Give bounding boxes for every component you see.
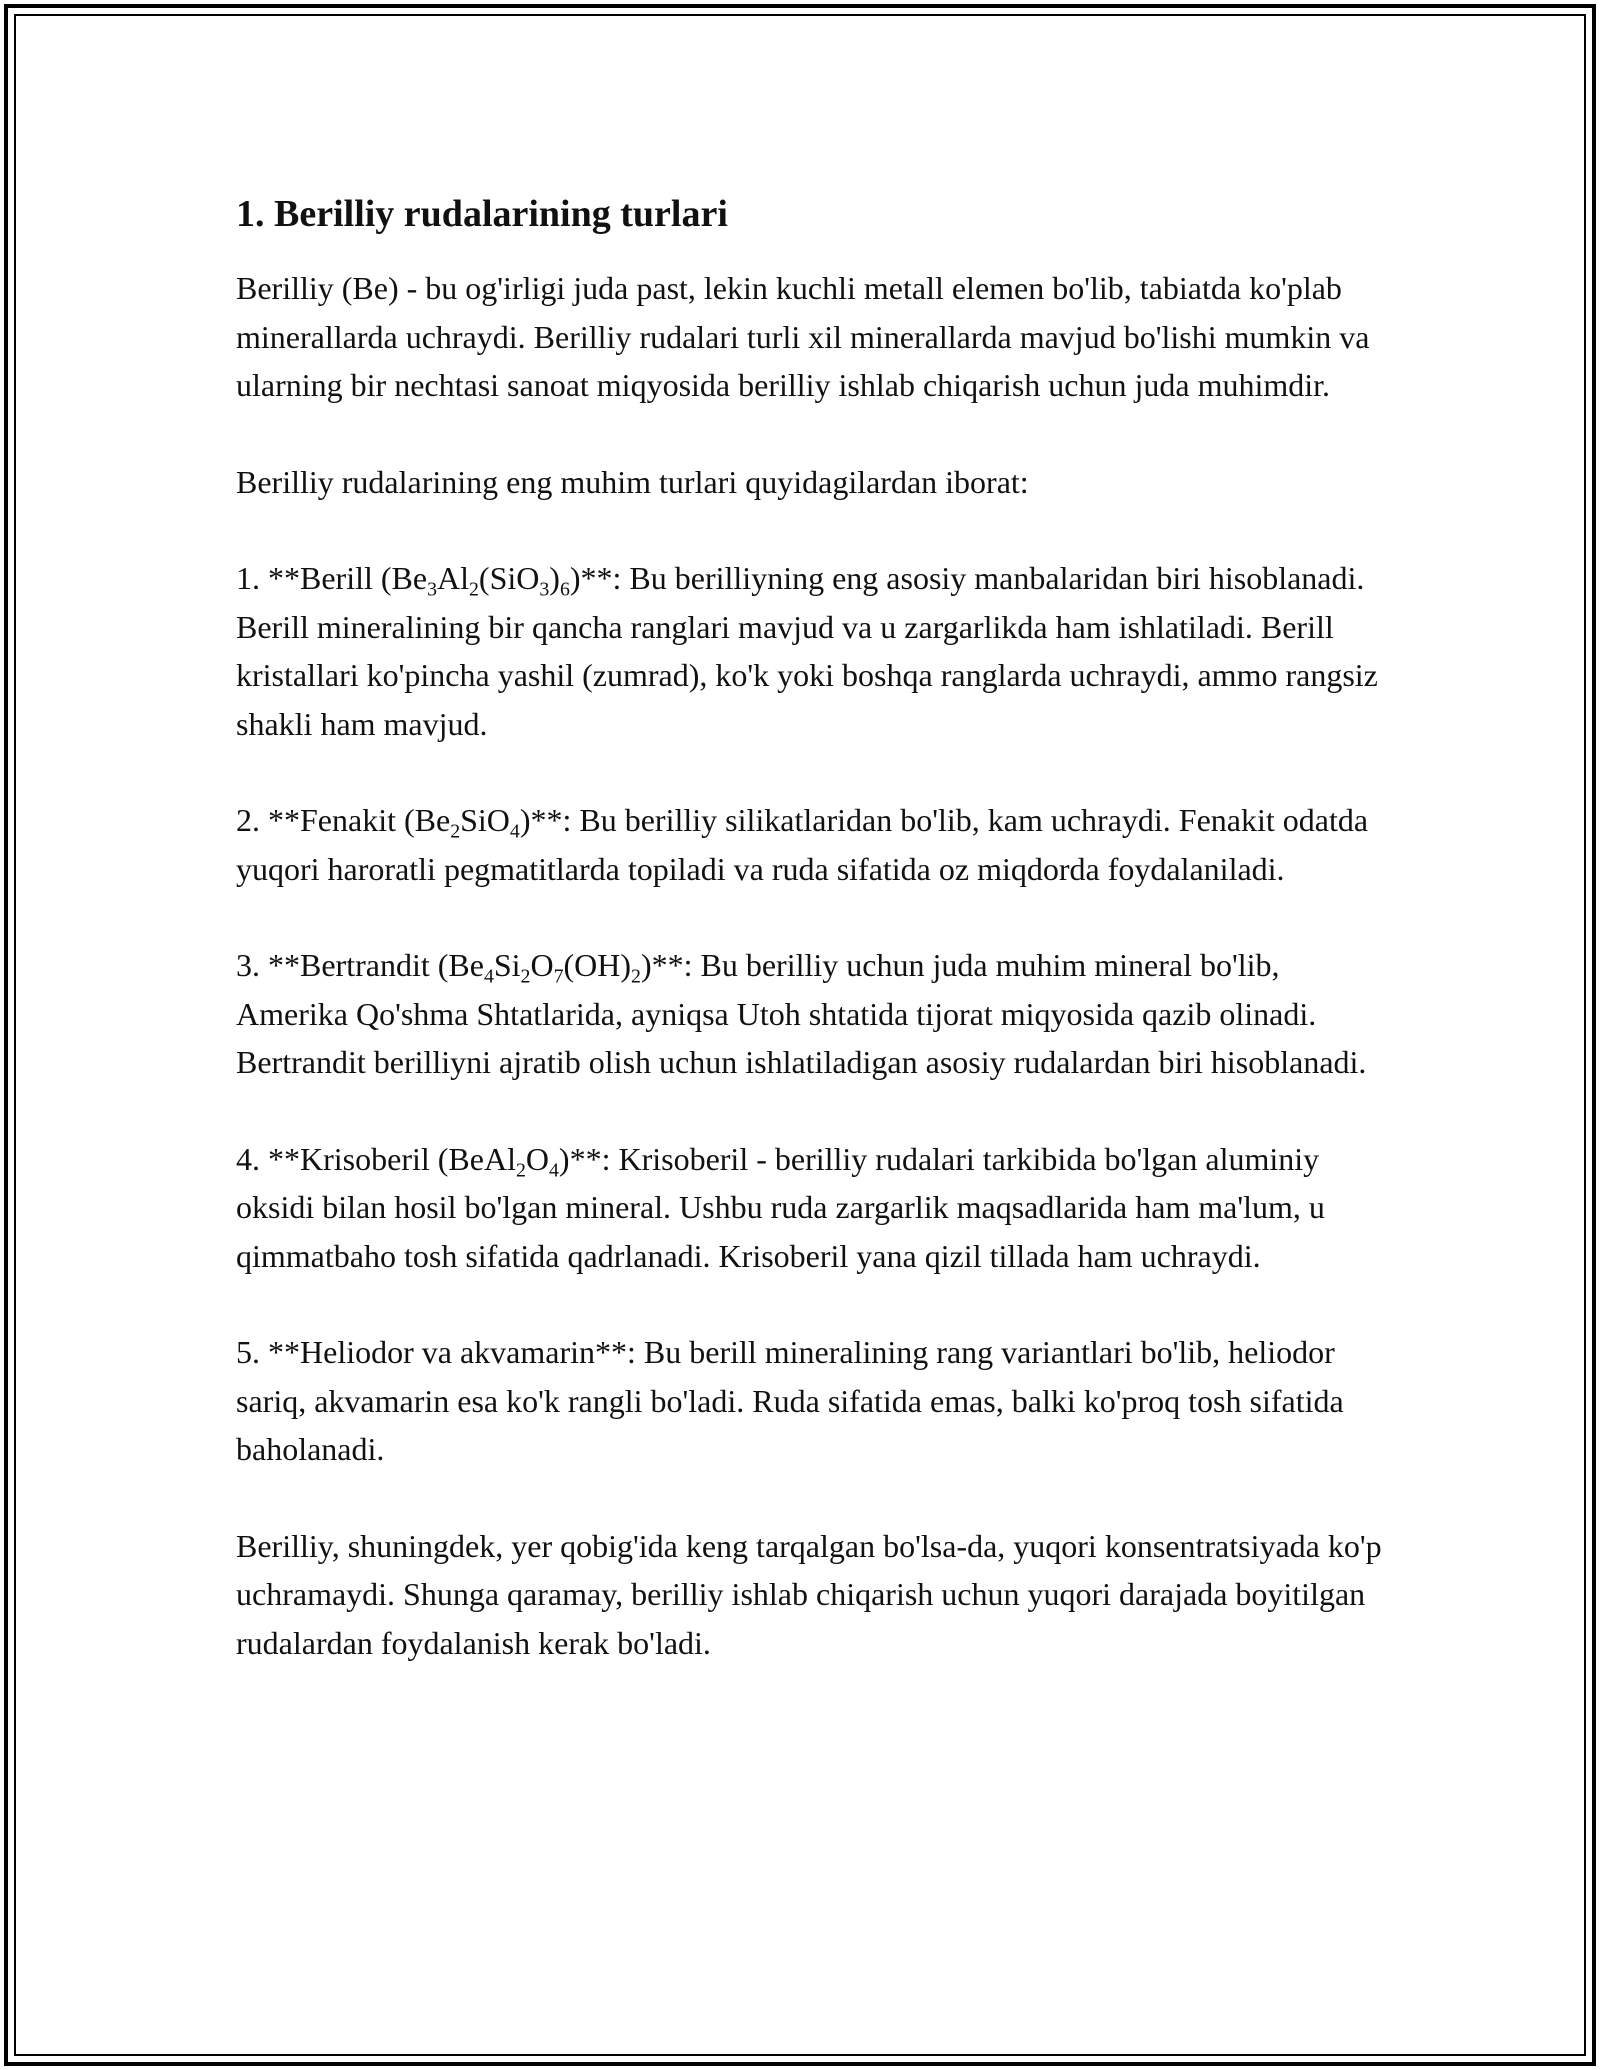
item-text: **: Bu berill mineralining rang variantlari bo'lib, heliodor sariq, akvamarin esa ko'k rangli bo'ladi. Ruda sifatida emas, balki ko'proq tosh sifatida baholanadi. bbox=[236, 1334, 1344, 1467]
formula-subscript: 4 bbox=[483, 965, 494, 988]
item-formula: $Be_3Al_2(SiO_3)_6$) bbox=[391, 560, 581, 601]
formula-subscript: 2 bbox=[450, 820, 461, 843]
item-prefix: 2. **Fenakit ( bbox=[236, 802, 415, 838]
document-body bbox=[236, 190, 1386, 1715]
formula-subscript: 7 bbox=[553, 965, 564, 988]
item-text: **: Bu berilliy silikatlaridan bo'lib, kam uchraydi. Fenakit odatda yuqori haroratli pegmatitlarda topiladi va ruda sifatida oz miqdorda foydalaniladi. bbox=[236, 802, 1369, 887]
list-item bbox=[236, 796, 1386, 893]
item-formula: $Be_4Si_2O_7(OH)_2$) bbox=[448, 947, 652, 988]
list-item bbox=[236, 1135, 1386, 1281]
list-item bbox=[236, 941, 1386, 1087]
item-prefix: 4. **Krisoberil ( bbox=[236, 1140, 449, 1177]
intro-paragraph: Berilliy (Be) - bu og'irligi juda past, lekin kuchli metall elemen bo'lib, tabiatda ko'plab minerallarda uchraydi. Berilliy rudalari turli xil minerallarda mavjud bo'lishi mumkin va ularning bir nechtasi sanoat miqyosida berilliy ishlab chiqarish uchun juda muhimdir. bbox=[236, 270, 1370, 403]
item-text: **: Krisoberil - berilliy rudalari tarkibida bo'lgan aluminiy oksidi bilan hosil bo'lgan mineral. Ushbu ruda zargarlik maqsadlarida ham ma'lum, u qimmatbaho tosh sifatida qadrlanadi. Krisoberil yana qizil tillada ham uchraydi. bbox=[236, 1140, 1325, 1274]
formula-subscript: 2 bbox=[631, 965, 641, 988]
item-prefix: 5. **Heliodor va akvamarin bbox=[236, 1334, 595, 1370]
item-text: **: Bu berilliyning eng asosiy manbalaridan biri hisoblanadi. Berill mineralining bir qancha ranglari mavjud va u zargarlikda ham ishlatiladi. Berill kristallari ko'pincha yashil (zumrad), ko'k yoki boshqa ranglarda uchraydi, ammo rangsiz shakli ham mavjud. bbox=[236, 560, 1378, 742]
formula-subscript: 2 bbox=[515, 1158, 526, 1181]
item-formula: $Be_2SiO_4$) bbox=[414, 802, 531, 843]
formula-subscript: 3 bbox=[539, 578, 550, 601]
section-heading: 1. Berilliy rudalarining turlari bbox=[236, 193, 728, 235]
item-prefix: 3. **Bertrandit ( bbox=[236, 947, 449, 983]
formula-subscript: 4 bbox=[548, 1158, 559, 1181]
formula-subscript: 3 bbox=[427, 578, 437, 601]
formula-subscript: 6 bbox=[559, 578, 570, 601]
item-text: **: Bu berilliy uchun juda muhim mineral bo'lib, Amerika Qo'shma Shtatlarida, ayniqsa Utoh shtatida tijorat miqyosida qazib olinadi. Bertrandit berilliyni ajratib olish uchun ishlatiladigan asosiy rudalardan biri hisoblanadi. bbox=[236, 947, 1367, 1080]
conclusion-paragraph: Berilliy, shuningdek, yer qobig'ida keng tarqalgan bo'lsa-da, yuqori konsentratsiyada ko'p uchramaydi. Shunga qaramay, berilliy ishlab chiqarish uchun yuqori darajada boyitilgan rudalardan foydalanish kerak bo'ladi. bbox=[236, 1527, 1382, 1661]
list-item bbox=[236, 1328, 1386, 1474]
list-item bbox=[236, 554, 1386, 748]
formula-subscript: 2 bbox=[469, 578, 479, 601]
formula-subscript: 2 bbox=[520, 965, 531, 988]
list-intro-paragraph: Berilliy rudalarining eng muhim turlari quyidagilardan iborat: bbox=[236, 463, 1029, 500]
item-prefix: 1. **Berill ( bbox=[236, 560, 392, 596]
item-formula: $BeAl_2O_4$) bbox=[448, 1140, 570, 1181]
formula-subscript: 4 bbox=[509, 820, 520, 843]
